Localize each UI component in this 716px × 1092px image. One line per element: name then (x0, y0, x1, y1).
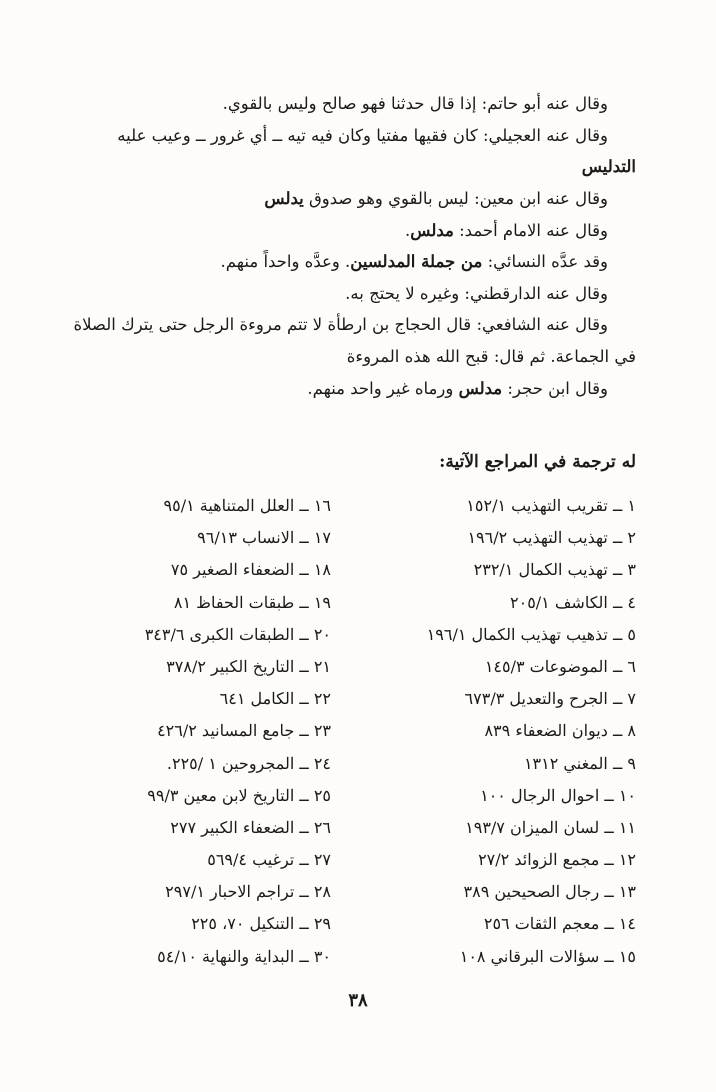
daraqutni-line: وقال عنه الدارقطني: وغيره لا يحتج به. (345, 283, 608, 303)
reference-item: ١٠ ــ احوال الرجال ١٠٠ (480, 785, 636, 805)
reference-item: ٢٧ ــ ترغيب ٥٦٩/٤ (207, 850, 331, 870)
text-line: في الجماعة. ثم قال: قبح الله هذه المروءة (346, 347, 636, 366)
bold-word: التدليس (581, 157, 636, 176)
reference-item: ٢ ــ تهذيب التهذيب ١٩٦/٢ (467, 528, 636, 548)
reference-item: ٢٢ ــ الكامل ٦٤١ (219, 689, 331, 709)
text-line: وقال عنه الشافعي: قال الحجاج بن ارطأة لا تتم مروءة الرجل حتى يترك الصلاة (73, 315, 608, 334)
ibn-main-line: وقال عنه ابن معين: ليس بالقوي وهو صدوق يدلس (264, 189, 608, 208)
reference-item: ١٧ ــ الانساب ٩٦/١٣ (197, 528, 331, 548)
reference-item: ١٥ ــ سؤالات البرقاني ١٠٨ (459, 946, 636, 966)
reference-item: ٣ ــ تهذيب الكمال ٢٣٢/١ (473, 560, 636, 580)
page-number: ٣٨ (348, 990, 368, 1011)
references-list-right (336, 490, 636, 973)
reference-item: ٢٥ ــ التاريخ لابن معين ٩٩/٣ (147, 785, 331, 805)
reference-item: ١٦ ــ العلل المتناهية ٩٥/١ (163, 496, 331, 515)
sayings-block (52, 183, 608, 309)
text-line: وقال عنه العجيلي: كان فقيها مفتيا وكان فيه تيه ــ أي غرور ــ وعيب عليه (117, 125, 608, 145)
ibn-hajar-paragraph (52, 373, 608, 405)
reference-item: ٨ ــ ديوان الضعفاء ٨٣٩ (484, 721, 636, 741)
reference-item: ١٨ ــ الضعفاء الصغير ٧٥ (170, 560, 331, 580)
reference-item: ٢٠ ــ الطبقات الكبرى ٣٤٣/٦ (144, 624, 331, 644)
reference-item: ٢٣ ــ جامع المسانيد ٤٢٦/٢ (157, 721, 331, 741)
reference-item: ٦ ــ الموضوعات ١٤٥/٣ (484, 656, 636, 676)
nasai-line: وقد عدَّه النسائي: من جملة المدلسين. وعدَّه واحداً منهم. (220, 252, 608, 271)
reference-item: ١٩ ــ طبقات الحفاظ ٨١ (173, 592, 331, 612)
reference-item: ١ ــ تقريب التهذيب ١٥٢/١ (466, 496, 636, 515)
reference-item: ٢٤ ــ المجروحين ١ /٢٢٥. (166, 753, 331, 773)
ijli-paragraph (52, 120, 608, 152)
abu-hatim-paragraph (52, 88, 608, 120)
shafii-paragraph (52, 309, 608, 341)
reference-item: ١١ ــ لسان الميزان ١٩٣/٧ (465, 817, 636, 837)
reference-item: ٩ ــ المغني ١٣١٢ (523, 753, 636, 773)
reference-item: ٧ ــ الجرح والتعديل ٦٧٣/٣ (464, 689, 636, 709)
reference-item: ٣٠ ــ البداية والنهاية ٥٤/١٠ (157, 946, 331, 966)
reference-item: ٢٩ ــ التنكيل ٧٠، ٢٢٥ (191, 914, 331, 934)
reference-item: ١٢ ــ مجمع الزوائد ٢٧/٢ (478, 850, 636, 870)
ahmad-line: وقال عنه الامام أحمد: مدلس. (405, 220, 608, 240)
reference-item: ١٤ ــ معجم الثقات ٢٥٦ (483, 914, 636, 934)
references-heading: له ترجمة في المراجع الآتية: (439, 452, 636, 472)
reference-item: ٢٨ ــ تراجم الاحبار ٢٩٧/١ (165, 882, 331, 902)
tadlis-line (80, 151, 636, 183)
text-line: وقال عنه أبو حاتم: إذا قال حدثنا فهو صالح وليس بالقوي. (222, 94, 608, 113)
reference-item: ١٣ ــ رجال الصحيحين ٣٨٩ (463, 882, 636, 902)
reference-item: ٢١ ــ التاريخ الكبير ٣٧٨/٢ (166, 656, 331, 676)
reference-item: ٢٦ ــ الضعفاء الكبير ٢٧٧ (170, 817, 331, 837)
references-list-left (51, 490, 331, 973)
reference-item: ٥ ــ تذهيب تهذيب الكمال ١٩٦/١ (426, 624, 636, 644)
text-line: وقال ابن حجر: مدلس ورماه غير واحد منهم. (307, 379, 608, 398)
shafii-continuation (80, 341, 636, 373)
reference-item: ٤ ــ الكاشف ٢٠٥/١ (510, 592, 636, 612)
